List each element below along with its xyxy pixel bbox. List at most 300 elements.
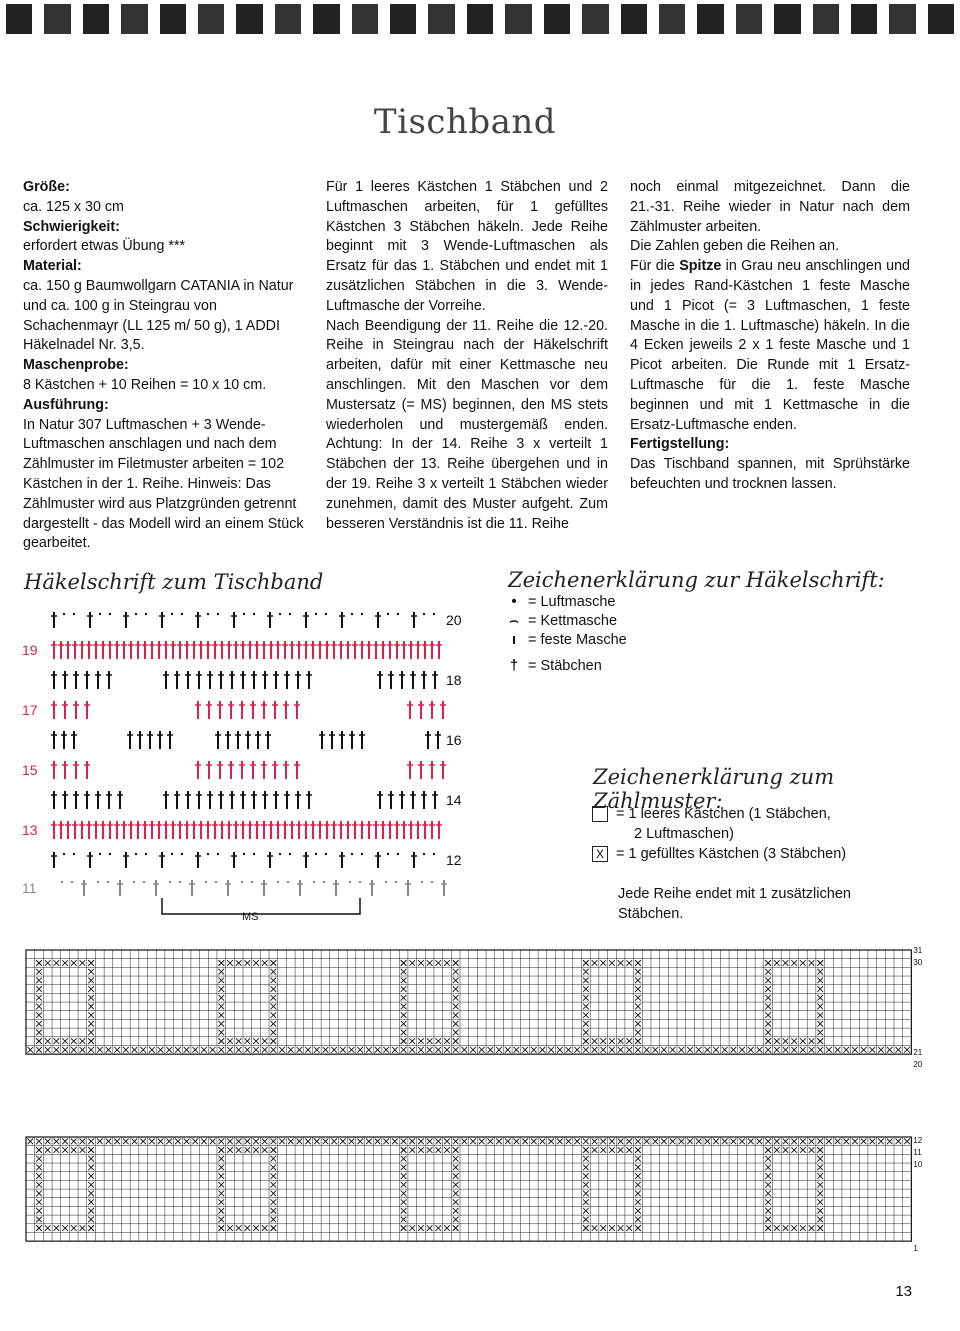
filled-cell <box>383 1139 389 1145</box>
value-maschenprobe: 8 Kästchen + 10 Reihen = 10 x 10 cm. <box>23 376 267 393</box>
filled-cell <box>297 1139 303 1145</box>
empty-box-icon <box>592 806 608 822</box>
filled-cell <box>774 1147 780 1153</box>
filled-cell <box>253 1047 259 1053</box>
filled-cell <box>765 1173 771 1179</box>
filled-cell <box>843 1139 849 1145</box>
filled-cell <box>36 1173 42 1179</box>
chain-dot <box>433 853 435 855</box>
filled-cell <box>357 1047 363 1053</box>
filled-cell <box>418 1047 424 1053</box>
filled-cell <box>149 1139 155 1145</box>
legend-label: = feste Masche <box>528 632 627 648</box>
filled-cell <box>88 1004 94 1010</box>
chain-dot <box>61 881 63 883</box>
filled-cell <box>635 1208 641 1214</box>
filled-cell <box>88 1208 94 1214</box>
filled-cell <box>71 1038 77 1044</box>
filled-cell <box>453 995 459 1001</box>
filled-cell <box>271 1199 277 1205</box>
filled-cell <box>583 1030 589 1036</box>
filled-cell <box>218 1147 224 1153</box>
filled-cell <box>774 1225 780 1231</box>
legend-item <box>504 632 627 648</box>
filled-cell <box>36 1030 42 1036</box>
filled-cell <box>149 1047 155 1053</box>
filled-cell <box>783 1147 789 1153</box>
filled-cell <box>618 1038 624 1044</box>
chain-dot <box>325 613 327 615</box>
filled-cell <box>817 1021 823 1027</box>
filled-cell <box>218 960 224 966</box>
filled-cell <box>592 1047 598 1053</box>
filled-cell <box>835 1139 841 1145</box>
filled-cell <box>540 1139 546 1145</box>
filled-cell <box>401 1173 407 1179</box>
filled-cell <box>271 1012 277 1018</box>
filled-cell <box>271 1047 277 1053</box>
row-label-right: 12 <box>446 852 462 868</box>
filled-cell <box>401 1156 407 1162</box>
filled-cell <box>635 1012 641 1018</box>
filled-cell <box>592 1139 598 1145</box>
filled-cell <box>791 1225 797 1231</box>
filled-cell <box>652 1047 658 1053</box>
filled-cell <box>453 1038 459 1044</box>
filled-cell <box>453 969 459 975</box>
legend-filled-box <box>592 846 846 862</box>
filled-cell <box>453 1021 459 1027</box>
filled-cell <box>453 1165 459 1171</box>
filled-cell <box>401 1030 407 1036</box>
filled-cell <box>271 995 277 1001</box>
filled-cell <box>271 1004 277 1010</box>
filled-cell <box>36 1047 42 1053</box>
filled-cell <box>453 1191 459 1197</box>
filled-cell <box>817 1004 823 1010</box>
filled-cell <box>505 1047 511 1053</box>
filled-cell <box>175 1139 181 1145</box>
filled-cell <box>609 1147 615 1153</box>
filled-cell <box>896 1139 902 1145</box>
filled-cell <box>748 1047 754 1053</box>
filled-cell <box>357 1139 363 1145</box>
filled-cell <box>817 1147 823 1153</box>
filled-cell <box>218 1004 224 1010</box>
filled-cell <box>817 1030 823 1036</box>
filled-cell <box>88 1047 94 1053</box>
ms-bracket <box>162 898 360 914</box>
filled-cell <box>427 1225 433 1231</box>
filled-cell <box>514 1139 520 1145</box>
filled-cell <box>401 969 407 975</box>
filled-cell <box>401 986 407 992</box>
filled-cell <box>54 1139 60 1145</box>
filled-cell <box>583 1147 589 1153</box>
filled-cell <box>45 1047 51 1053</box>
filled-cell <box>71 960 77 966</box>
filled-cell <box>36 1156 42 1162</box>
chain-dot <box>135 613 137 615</box>
filled-cell <box>245 1038 251 1044</box>
filled-cell <box>392 1139 398 1145</box>
filled-cell <box>809 960 815 966</box>
filled-cell <box>166 1139 172 1145</box>
filled-cell <box>644 1139 650 1145</box>
filled-cell <box>462 1047 468 1053</box>
filled-cell <box>227 1147 233 1153</box>
grid-row-label: 21 <box>913 1048 923 1057</box>
crochet-diagram <box>10 598 490 928</box>
label-fertigstellung: Fertigstellung: <box>630 436 730 453</box>
chain-dot <box>215 881 217 883</box>
chain-dot <box>63 853 65 855</box>
filled-cell <box>427 1147 433 1153</box>
filled-cell <box>36 1225 42 1231</box>
filled-cell <box>88 1182 94 1188</box>
filled-cell <box>97 1047 103 1053</box>
filled-cell <box>765 1047 771 1053</box>
filled-cell <box>88 1173 94 1179</box>
filled-cell <box>114 1047 120 1053</box>
filled-cell <box>453 1217 459 1223</box>
filled-cell <box>887 1047 893 1053</box>
spitze-pre: Für die <box>630 258 680 275</box>
filled-cell <box>635 1182 641 1188</box>
chain-dot <box>171 853 173 855</box>
empty-box-label-2: 2 Luftmaschen) <box>634 826 734 842</box>
filled-cell <box>765 1012 771 1018</box>
filled-cell <box>271 986 277 992</box>
filled-cell <box>36 1004 42 1010</box>
filled-cell <box>765 960 771 966</box>
filled-cell <box>218 995 224 1001</box>
filled-cell <box>71 1147 77 1153</box>
filled-cell <box>514 1047 520 1053</box>
filled-cell <box>817 960 823 966</box>
filled-cell <box>765 1191 771 1197</box>
filled-cell <box>245 960 251 966</box>
filled-cell <box>783 1225 789 1231</box>
filled-cell <box>748 1139 754 1145</box>
filled-cell <box>427 1047 433 1053</box>
filled-cell <box>418 1147 424 1153</box>
chain-dot <box>145 613 147 615</box>
filled-cell <box>817 1165 823 1171</box>
filled-cell <box>783 1139 789 1145</box>
filled-cell <box>279 1139 285 1145</box>
grid-row-label: 1 <box>913 1244 918 1253</box>
filled-cell <box>635 1217 641 1223</box>
filled-cell <box>635 978 641 984</box>
filled-cell <box>687 1139 693 1145</box>
filled-cell <box>800 1038 806 1044</box>
filled-cell <box>418 1139 424 1145</box>
filled-cell <box>166 1047 172 1053</box>
filled-cell <box>36 978 42 984</box>
filled-cell <box>218 986 224 992</box>
filled-cell <box>791 1038 797 1044</box>
chain-dot <box>423 853 425 855</box>
filled-cell <box>800 1047 806 1053</box>
filled-cell <box>175 1047 181 1053</box>
filled-cell <box>71 1139 77 1145</box>
filled-cell <box>522 1139 528 1145</box>
filled-cell <box>262 1047 268 1053</box>
value-schwierigkeit: erfordert etwas Übung *** <box>23 238 186 255</box>
chain-dot <box>253 613 255 615</box>
filled-cell <box>36 1217 42 1223</box>
filled-cell <box>661 1047 667 1053</box>
filled-cell <box>791 960 797 966</box>
filled-cell <box>36 1038 42 1044</box>
filled-cell <box>453 1030 459 1036</box>
filled-cell <box>36 1191 42 1197</box>
filled-cell <box>71 1047 77 1053</box>
row-label-left: 15 <box>22 762 38 778</box>
filled-cell <box>305 1047 311 1053</box>
filled-cell <box>253 1147 259 1153</box>
chain-dot <box>351 853 353 855</box>
filled-cell <box>227 1139 233 1145</box>
filled-cell <box>878 1139 884 1145</box>
filled-cell <box>383 1047 389 1053</box>
filled-cell <box>609 1047 615 1053</box>
filled-cell <box>583 1012 589 1018</box>
filled-cell <box>218 1021 224 1027</box>
filled-cell <box>453 1156 459 1162</box>
filled-cell <box>366 1139 372 1145</box>
filled-cell <box>45 960 51 966</box>
filled-cell <box>218 1156 224 1162</box>
filled-cell <box>600 1047 606 1053</box>
chain-dot <box>361 613 363 615</box>
filled-cell <box>635 1165 641 1171</box>
filled-cell <box>765 1208 771 1214</box>
filled-cell <box>765 1021 771 1027</box>
chain-dot <box>217 613 219 615</box>
chain-dot <box>431 881 433 883</box>
instructions-part-1: Für 1 leeres Kästchen 1 Stäbchen und 2 Luftmaschen arbeiten, für 1 gefülltes Kästchen 3 Stäbchen häkeln. Jede Reihe beginnt mit 3 Wende-Luftmaschen als Ersatz für das 1. Stäbchen und endet mit 1 zusätzlichen Stäbchen in die 3. Wende-Luftmasche der Vorreihe. <box>326 179 608 314</box>
filled-cell <box>401 1047 407 1053</box>
filled-cell <box>765 1038 771 1044</box>
filled-cell <box>435 1038 441 1044</box>
filled-cell <box>409 960 415 966</box>
filled-cell <box>679 1047 685 1053</box>
haekelschrift-title: Häkelschrift zum Tischband <box>24 570 324 594</box>
filled-cell <box>609 1139 615 1145</box>
filled-cell <box>271 978 277 984</box>
filled-cell <box>262 1038 268 1044</box>
filled-cell <box>331 1047 337 1053</box>
chain-dot <box>279 613 281 615</box>
filled-cell <box>227 1047 233 1053</box>
filled-cell <box>262 1147 268 1153</box>
filled-cell <box>774 960 780 966</box>
filled-cell <box>305 1139 311 1145</box>
filled-cell <box>140 1047 146 1053</box>
filled-cell <box>852 1139 858 1145</box>
filled-cell <box>392 1047 398 1053</box>
filled-cell <box>635 986 641 992</box>
filled-cell <box>88 1156 94 1162</box>
filled-cell <box>409 1147 415 1153</box>
legend-symbol-icon: † <box>509 658 519 674</box>
filled-cell <box>600 1225 606 1231</box>
filled-cell <box>600 1147 606 1153</box>
filled-cell <box>783 1038 789 1044</box>
filled-cell <box>62 1225 68 1231</box>
filled-cell <box>496 1047 502 1053</box>
filled-cell <box>253 1038 259 1044</box>
filled-cell <box>45 1139 51 1145</box>
filled-cell <box>626 1225 632 1231</box>
filled-cell <box>817 1199 823 1205</box>
filled-cell <box>427 1038 433 1044</box>
filled-cell <box>809 1047 815 1053</box>
filled-cell <box>401 960 407 966</box>
filled-cell <box>401 1139 407 1145</box>
chain-dot <box>109 613 111 615</box>
legend-item <box>504 658 602 674</box>
chain-dot <box>279 853 281 855</box>
filled-cell <box>765 995 771 1001</box>
text-column-2 <box>326 178 608 534</box>
instructions-spitze <box>630 257 910 435</box>
ms-label: MS <box>242 911 259 923</box>
filled-cell <box>54 960 60 966</box>
filled-cell <box>54 1225 60 1231</box>
filled-cell <box>574 1139 580 1145</box>
filled-cell <box>817 969 823 975</box>
chain-dot <box>63 613 65 615</box>
filled-cell <box>783 960 789 966</box>
filled-cell <box>80 1225 86 1231</box>
legend-empty-box-cont <box>634 826 734 842</box>
filled-cell <box>245 1225 251 1231</box>
filled-cell <box>583 1173 589 1179</box>
filled-cell <box>618 1225 624 1231</box>
filled-cell <box>635 1191 641 1197</box>
filled-cell <box>253 960 259 966</box>
legend-symbol-icon: ı <box>511 632 517 648</box>
text-column-1 <box>23 178 313 554</box>
filled-cell <box>36 969 42 975</box>
filled-cell <box>722 1139 728 1145</box>
filled-cell <box>713 1139 719 1145</box>
filled-box-label: = 1 gefülltes Kästchen (3 Stäbchen) <box>616 846 847 862</box>
filled-cell <box>123 1139 129 1145</box>
filled-cell <box>401 1208 407 1214</box>
filled-cell <box>418 1225 424 1231</box>
filled-cell <box>817 1182 823 1188</box>
filled-cell <box>236 1225 242 1231</box>
filled-cell <box>88 1147 94 1153</box>
row-label-right: 14 <box>446 792 462 808</box>
filled-cell <box>36 1012 42 1018</box>
label-maschenprobe: Maschenprobe: <box>23 357 129 374</box>
filled-cell <box>609 1038 615 1044</box>
row-label-right: 20 <box>446 612 462 628</box>
filled-cell <box>36 1182 42 1188</box>
filled-cell <box>817 995 823 1001</box>
filled-cell <box>262 960 268 966</box>
filled-cell <box>132 1139 138 1145</box>
filled-cell <box>401 1182 407 1188</box>
filled-cell <box>878 1047 884 1053</box>
filled-cell <box>323 1047 329 1053</box>
filled-cell <box>583 1139 589 1145</box>
filled-cell <box>765 1199 771 1205</box>
filled-cell <box>774 1139 780 1145</box>
filled-cell <box>218 1165 224 1171</box>
legend-label: = Kettmasche <box>528 613 618 629</box>
chain-dot <box>71 881 73 883</box>
filled-cell <box>62 1139 68 1145</box>
filled-cell <box>592 1147 598 1153</box>
filled-cell <box>375 1047 381 1053</box>
filled-cell <box>401 1191 407 1197</box>
chain-dot <box>109 853 111 855</box>
filled-cell <box>80 960 86 966</box>
filled-cell <box>488 1047 494 1053</box>
filled-cell <box>765 1225 771 1231</box>
legend-zaehlmuster-title: Zeichenerklärung zum Zählmuster: <box>593 765 835 813</box>
chain-dot <box>397 853 399 855</box>
filled-cell <box>435 1047 441 1053</box>
value-groesse: ca. 125 x 30 cm <box>23 198 124 215</box>
filled-cell <box>869 1139 875 1145</box>
filled-cell <box>401 1147 407 1153</box>
filled-cell <box>626 1038 632 1044</box>
grid-row-label: 31 <box>913 946 923 955</box>
filled-cell <box>401 1217 407 1223</box>
filled-cell <box>218 1199 224 1205</box>
filled-cell <box>435 1147 441 1153</box>
filled-cell <box>618 960 624 966</box>
filled-cell <box>904 1139 910 1145</box>
filled-cell <box>88 1038 94 1044</box>
filled-cell <box>453 1225 459 1231</box>
filled-cell <box>271 1030 277 1036</box>
filled-cell <box>869 1047 875 1053</box>
filled-cell <box>574 1047 580 1053</box>
filled-cell <box>583 986 589 992</box>
chain-dot <box>313 881 315 883</box>
chain-dot <box>359 881 361 883</box>
filled-cell <box>618 1047 624 1053</box>
filled-cell <box>635 995 641 1001</box>
filled-cell <box>765 986 771 992</box>
filled-cell <box>36 1139 42 1145</box>
filled-cell <box>531 1047 537 1053</box>
filled-cell <box>843 1047 849 1053</box>
filled-cell <box>271 1182 277 1188</box>
filled-cell <box>253 1225 259 1231</box>
filled-cell <box>583 1165 589 1171</box>
filled-cell <box>401 978 407 984</box>
filled-cell <box>331 1139 337 1145</box>
filled-cell <box>444 1038 450 1044</box>
chain-dot <box>387 613 389 615</box>
filled-cell <box>583 1199 589 1205</box>
chain-dot <box>181 613 183 615</box>
filled-cell <box>635 1147 641 1153</box>
filled-cell <box>132 1047 138 1053</box>
filled-cell <box>54 1038 60 1044</box>
filled-cell <box>453 978 459 984</box>
chain-dot <box>133 881 135 883</box>
